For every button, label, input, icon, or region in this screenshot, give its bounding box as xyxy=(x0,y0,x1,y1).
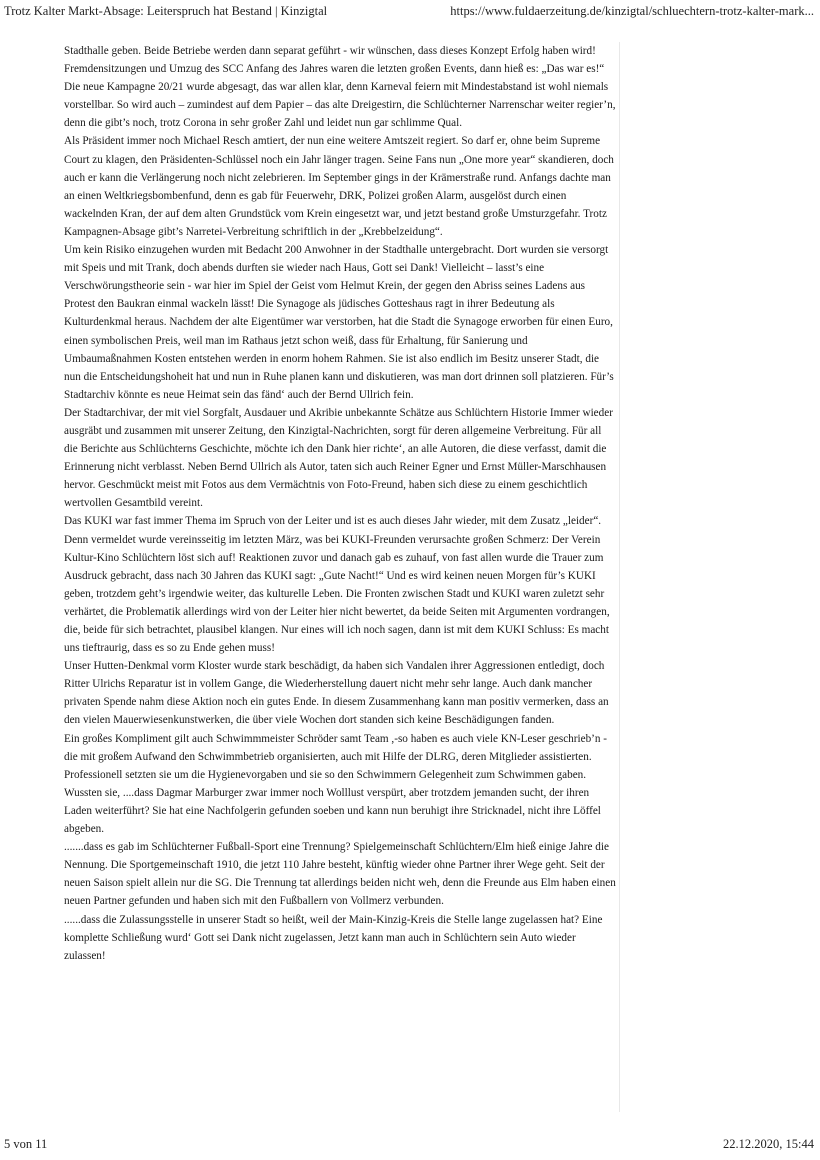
article-paragraph: Wussten sie, ....dass Dagmar Marburger zwar immer noch Wolllust verspürt, aber trotzdem jemanden sucht, der ihren Laden weiterführt? Sie hat eine Nachfolgerin gefunden soeben und kann nun beruhigt ihre Stricknadel, nicht ihre Löffel abgeben. xyxy=(64,786,601,836)
article-paragraph: Das KUKI war fast immer Thema im Spruch von der Leiter und ist es auch dieses Jahr wieder, mit dem Zusatz „leider“. Denn vermeldet wurde vereinsseitig im letzten März, was bei KUKI-Freunden verursachte großen Schmerz: Der Verein Kultur-Kino Schlüchtern löst sich auf! Reaktionen zuvor und danach gab es zuhauf, von fast allen wurde die Trauer zum Ausdruck gebracht, dass nach 30 Jahren das KUKI sagt: „Gute Nacht!“ Und es wird keinen neuen Morgen für’s KUKI geben, trotzdem geht’s irgendwie weiter, das kulturelle Leben. Die Fronten zwischen Stadt und KUKI waren zuletzt sehr verhärtet, die Problematik allerdings wird von der Leiter hier nicht bewertet, da beide Seiten mit Argumenten vordrangen, die, beide für sich betrachtet, plausibel klangen. Nur eines will ich noch sagen, dann ist mit dem KUKI Schluss: Es macht uns tieftraurig, dass es so zu Ende gehen muss! xyxy=(64,515,610,655)
print-timestamp: 22.12.2020, 15:44 xyxy=(723,1137,814,1151)
article-paragraph: Ein großes Kompliment gilt auch Schwimmmeister Schröder samt Team ,-so haben es auch viele KN-Leser geschrieb’n - die mit großem Aufwand den Schwimmbetrieb organisierten, auch mit Hilfe der DLRG, deren Mitglieder assistierten. Professionell setzten sie um die Hygienevorgaben und sie so den Schwimmern Gelegenheit zum Schwimmen gaben. xyxy=(64,732,608,781)
article-paragraph: Der Stadtarchivar, der mit viel Sorgfalt, Ausdauer und Akribie unbekannte Schätze aus Schlüchtern Historie Immer wieder ausgräbt und zusammen mit unserer Zeitung, den Kinzigtal-Nachrichten, sorgt für deren allgemeine Verbreitung. Für all die Berichte aus Schlüchterns Geschichte, möchte ich den Dank hier richte‘, an alle Autoren, die diese verfasst, damit die Erinnerung nicht verblasst. Neben Bernd Ullrich als Autor, taten sich auch Reiner Egner und Ernst Müller-Marschhausen hervor. Geschmückt meist mit Fotos aus dem Vermächtnis von Foto-Freund, haben sich diese zu einem geschichtlich wertvollen Gesamtbild vereint. xyxy=(64,406,613,510)
page-url: https://www.fuldaerzeitung.de/kinzigtal/schluechtern-trotz-kalter-mark... xyxy=(450,4,814,18)
article-paragraph: ......dass die Zulassungsstelle in unserer Stadt so heißt, weil der Main-Kinzig-Kreis die Stelle lange zugelassen hat? Eine komplette Schließung wurd‘ Gott sei Dank nicht zugelassen, Jetzt kann man auch in Schlüchtern sein Auto wieder zulassen! xyxy=(64,913,603,962)
article-body xyxy=(64,42,620,1112)
print-footer xyxy=(0,1134,820,1160)
page-title: Trotz Kalter Markt-Absage: Leiterspruch hat Bestand | Kinzigtal xyxy=(4,4,328,18)
page-number: 5 von 11 xyxy=(4,1137,48,1151)
article-paragraph: Als Präsident immer noch Michael Resch amtiert, der nun eine weitere Amtszeit regiert. So darf er, ohne beim Supreme Court zu klagen, den Präsidenten-Schlüssel noch ein Jahr länger tragen. Seine Fans nun „One more year“ skandieren, doch auch er kann die Verlängerung noch nicht zelebrieren. Im September gings in der Krämerstraße rund. Anfangs dachte man an einen Weltkriegsbombenfund, denn es gab für Feuerwehr, DRK, Polizei großen Alarm, ausgelöst durch einen wackelnden Kran, der auf dem alten Grundstück vom Krein eingesetzt war, und jetzt bestand große Umsturzgefahr. Trotz Kampagnen-Absage gibt’s Narretei-Verbreitung schriftlich in der „Krebbelzeidung“. xyxy=(64,135,614,238)
article-paragraph: Um kein Risiko einzugehen wurden mit Bedacht 200 Anwohner in der Stadthalle untergebracht. Dort wurden sie versorgt mit Speis und mit Trank, doch abends durften sie wieder nach Haus, Gott sei Dank! Vielleicht – lasst’s eine Verschwörungstheorie sein - war hier im Spiel der Geist vom Helmut Krein, der gegen den Abriss seines Ladens aus Protest den Baukran einmal wackeln lässt! Die Synagoge als jüdisches Gotteshaus ragt in ihrer Bedeutung als Kulturdenkmal heraus. Nachdem der alte Eigentümer war verstorben, hat die Stadt die Synagoge erworben für einen Euro, einen symbolischen Preis, weil man im Rathaus jetzt schon weiß, dass für Erhaltung, für Sanierung und Umbaumaßnahmen Kosten entstehen werden in enorm hohem Rahmen. Sie ist also endlich im Besitz unserer Stadt, die nun die Entscheidungshoheit hat und nun in Ruhe planen kann und diskutieren, was man dort drinnen soll platzieren. Für’s Stadtarchiv könnte es neue Heimat sein das fänd‘ auch der Bernd Ullrich fein. xyxy=(64,244,614,401)
article-paragraph: .......dass es gab im Schlüchterner Fußball-Sport eine Trennung? Spielgemeinschaft Schlüchtern/Elm hieß einige Jahre die Nennung. Die Sportgemeinschaft 1910, die jetzt 110 Jahre besteht, künftig wieder ohne Partner ihrer Wege geht. Seit der neuen Saison spielt allein nur die SG. Die Trennung tat allerdings beiden nicht weh, denn die Freunde aus Elm haben einen neuen Partner gefunden und haben sich mit den Fußballern von Vollmerz verbunden. xyxy=(64,841,616,908)
print-header xyxy=(0,0,820,26)
article-paragraph: Unser Hutten-Denkmal vorm Kloster wurde stark beschädigt, da haben sich Vandalen ihrer Aggressionen entledigt, doch Ritter Ulrichs Reparatur ist in vollem Gange, die Wiederherstellung dauert nicht mehr sehr lange. Auch dank mancher privaten Spende nahm diese Aktion noch ein gutes Ende. In diesem Zusammenhang kann man positiv vermerken, dass an den vielen Mauerwiesenkunstwerken, die über viele Wochen dort standen sich keine Beschädigungen fanden. xyxy=(64,660,609,727)
article-paragraph: Stadthalle geben. Beide Betriebe werden dann separat geführt - wir wünschen, dass dieses Konzept Erfolg haben wird! Fremdensitzungen und Umzug des SCC Anfang des Jahres waren die letzten großen Events, dann hieß es: „Das war es!“ Die neue Kampagne 20/21 wurde abgesagt, das war allen klar, denn Karneval feiern mit Mindestabstand ist wohl niemals vorstellbar. So wird auch – zumindest auf dem Papier – das alte Dreigestirn, die Schlüchterner Narrenschar weiter regier’n, denn die gibt’s noch, trotz Corona in sehr großer Zahl und leidet nun gar schlimme Qual. xyxy=(64,45,616,130)
